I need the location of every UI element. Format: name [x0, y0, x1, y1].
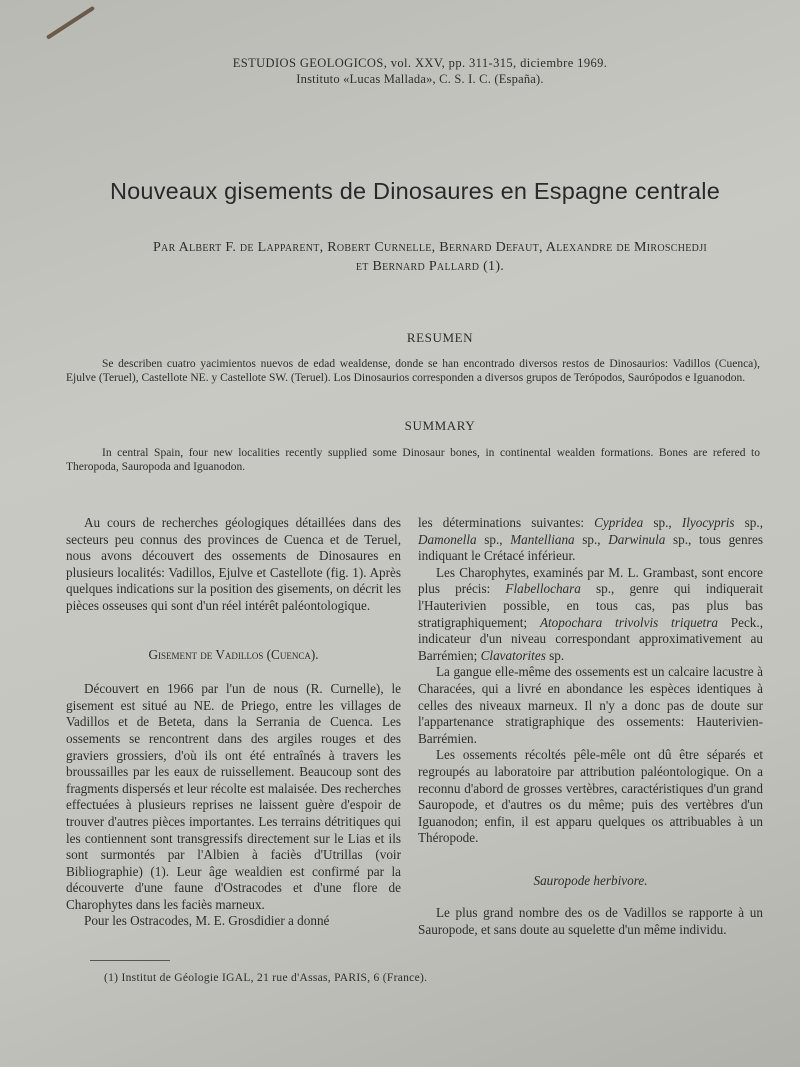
determinations-paragraph: les déterminations suivantes: Cypridea sp., Ilyocypris sp., Damonella sp., Mantelliana sp., Darwinula sp., tous genres indiquant le Crétacé inférieur.: [418, 515, 763, 564]
summary-text: In central Spain, four new localities recently supplied some Dinosaur bones, in continental wealden formations. Bones are refered to Theropoda, Sauropoda and Iguanodon.: [66, 447, 760, 473]
vadillos-paragraph: Découvert en 1966 par l'un de nous (R. Curnelle), le gisement est situé au NE. de Priego, entre les villages de Vadillos et de Beteta, dans la Serrania de Cuenca. Les ossements se rencontrent dans des argiles rouges et des graviers grossiers, d'où ils ont été entraînés à travers les broussailles par les eaux de ruissellement. Beaucoup sont des fragments dispersés et leur récolte est malaisée. Des recherches effectuées à plusieurs reprises ne laissent guère d'espoir de trouver d'autres pièces importantes. Les terrains détritiques qui les contiennent sont transgressifs directement sur le Lias et ils sont surmontés par l'Albien à faciès d'Utrillas (voir Bibliographie) (1). Leur âge wealdien est confirmé par la découverte d'une faune d'Ostracodes et d'une flore de Charophytes dans les faciès marneux.: [66, 681, 401, 912]
authors-line-2: et Bernard Pallard (1).: [355, 259, 505, 274]
article-title: Nouveaux gisements de Dinosaures en Espagne centrale: [109, 178, 721, 204]
intro-paragraph: Au cours de recherches géologiques détaillées dans des secteurs peu connus des provinces de Cuenca et de Teruel, nous avons découvert des ossements de Dinosaures en plusieurs localités: Vadillos, Ejulve et Castellote (fig. 1). Après quelques indications sur la position des gisements, on décrit les pièces osseuses qui sont d'un réel intérêt paléontologique.: [66, 515, 401, 613]
ostracodes-paragraph: Pour les Ostracodes, M. E. Grosdidier a donné: [84, 913, 330, 929]
sauropode-paragraph: Le plus grand nombre des os de Vadillos se rapporte à un Sauropode, et sans doute au squelette d'un même individu.: [418, 905, 763, 938]
resumen-text: Se describen cuatro yacimientos nuevos de edad wealdense, donde se han encontrado diversos restos de Dinosaurios: Vadillos (Cuenca), Ejulve (Teruel), Castellote NE. y Castellote SW. (Teruel). Los Dinosaurios corresponden a diversos grupos de Terópodos, Saurópodos e Iguanodon.: [66, 358, 760, 384]
gangue-paragraph: La gangue elle-même des ossements est un calcaire lacustre à Characées, qui a livré en abondance les espèces identiques à celles des niveaux marneux. Il n'y a donc pas de doute sur l'appartenance stratigraphique des ossements: Hauterivien-Barrémien.: [418, 664, 763, 746]
sauropode-subheading: Sauropode herbivore.: [533, 872, 648, 888]
journal-header: [200, 55, 640, 87]
summary-heading: SUMMARY: [404, 418, 476, 433]
charophytes-paragraph: Les Charophytes, examinés par M. L. Grambast, sont encore plus précis: Flabellochara sp., genre qui indiquerait l'Hauterivien possible, en tous cas, pas plus bas stratigraphiquement; Atopochara trivolvis triquetra Peck., indicateur d'un niveau correspondant approximativement au Barrémien; Clavatorites sp.: [418, 564, 763, 663]
left-column: [66, 515, 401, 930]
right-column: [418, 515, 763, 939]
author-list: [60, 238, 800, 276]
authors-line-1: Par Albert F. de Lapparent, Robert Curnelle, Bernard Defaut, Alexandre de Miroschedji: [152, 240, 708, 255]
staple-mark: [46, 6, 95, 40]
resumen-heading: RESUMEN: [406, 330, 474, 345]
section-heading-vadillos: Gisement de Vadillos (Cuenca).: [148, 646, 319, 662]
journal-citation: ESTUDIOS GEOLOGICOS, vol. XXV, pp. 311-315, diciembre 1969.: [232, 56, 608, 70]
ossements-paragraph: Les ossements récoltés pêle-mêle ont dû être séparés et regroupés au laboratoire par attribution paléontologique. On a reconnu d'abord de grosses vertèbres, caractéristiques d'un grand Sauropode, et d'autres os du même; puis des vertèbres d'un Iguanodon; enfin, il est apparu quelques os attribuables à un Théropode.: [418, 747, 763, 846]
journal-institute: Instituto «Lucas Mallada», C. S. I. C. (España).: [296, 72, 544, 86]
footnote-divider: [90, 960, 170, 961]
footnote: (1) Institut de Géologie IGAL, 21 rue d'Assas, PARIS, 6 (France).: [104, 972, 428, 984]
